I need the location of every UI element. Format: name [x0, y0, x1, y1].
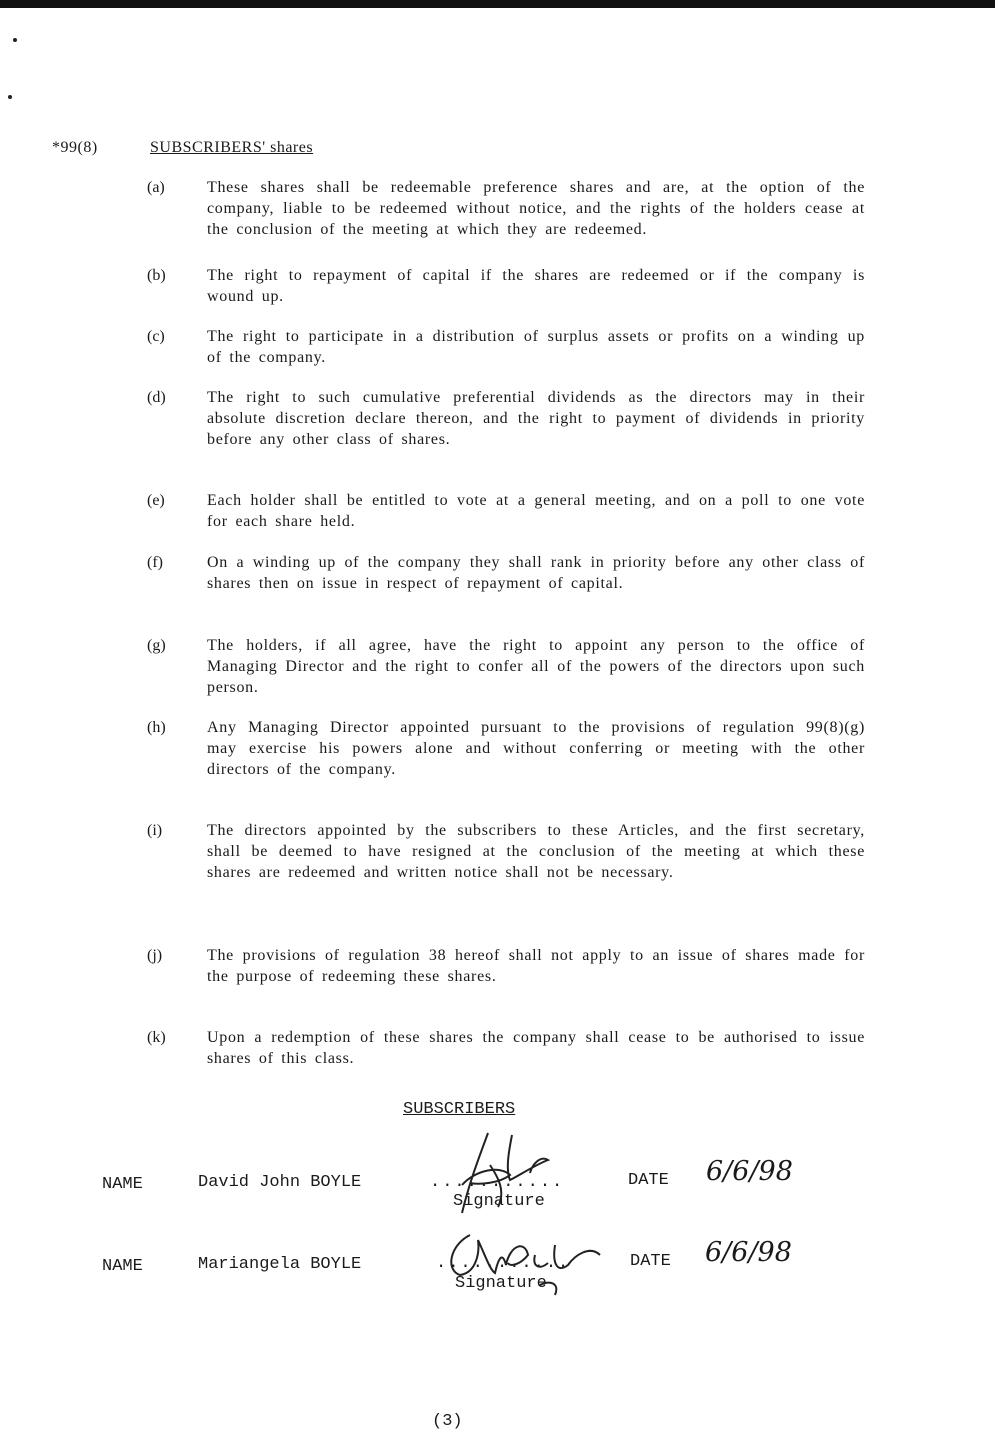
date-label: DATE: [628, 1171, 669, 1190]
clause-letter: (a): [147, 179, 165, 196]
clause-letter: (b): [147, 267, 166, 284]
clause-letter: (j): [147, 947, 163, 964]
handwritten-signature: [440, 1125, 570, 1220]
regulation-title: SUBSCRIBERS' shares: [150, 139, 314, 156]
name-label: NAME: [102, 1257, 143, 1276]
signature-line: ...........: [436, 1254, 571, 1273]
clause-letter: (d): [147, 389, 166, 406]
clause-letter: (e): [147, 492, 165, 509]
regulation-number: *99(8): [52, 139, 98, 156]
signature-caption: Signature: [453, 1192, 545, 1211]
clause-text: The provisions of regulation 38 hereof shall not apply to an issue of shares made for the purpose of redeeming these shares.: [207, 947, 865, 985]
subscriber-name: David John BOYLE: [198, 1173, 362, 1192]
handwritten-date: 6/6/98: [706, 1156, 793, 1187]
clause-text: The right to repayment of capital if the shares are redeemed or if the company is wound up.: [207, 267, 865, 305]
date-label: DATE: [630, 1252, 671, 1271]
clause-text: Each holder shall be entitled to vote at a general meeting, and on a poll to one vote for each share held.: [207, 492, 865, 530]
clause-letter: (g): [147, 637, 166, 654]
signature-caption: Signature: [455, 1274, 547, 1293]
handwritten-signature: [440, 1225, 605, 1305]
clause-text: These shares shall be redeemable preference shares and are, at the option of the company, liable to be redeemed without notice, and the rights of the holders cease at the conclusion of the meeting at which they are redeemed.: [207, 179, 865, 238]
clause-text: The right to participate in a distribution of surplus assets or profits on a winding up of the company.: [207, 328, 865, 366]
handwritten-date: 6/6/98: [705, 1237, 792, 1268]
subscribers-heading: SUBSCRIBERS: [403, 1100, 516, 1119]
clause-letter: (i): [147, 822, 163, 839]
signature-line: ...........: [430, 1173, 565, 1192]
clause-letter: (h): [147, 719, 166, 736]
scan-speck: [8, 95, 12, 99]
clause-text: On a winding up of the company they shall rank in priority before any other class of shares then on issue in respect of repayment of capital.: [207, 554, 865, 592]
clause-text: Any Managing Director appointed pursuant to the provisions of regulation 99(8)(g) may exercise his powers alone and without conferring or meeting with the other directors of the company.: [207, 719, 865, 778]
clause-letter: (c): [147, 328, 165, 345]
clause-text: Upon a redemption of these shares the company shall cease to be authorised to issue shares of this class.: [207, 1029, 865, 1067]
page-number: (3): [432, 1412, 463, 1431]
clause-text: The directors appointed by the subscribers to these Articles, and the first secretary, shall be deemed to have resigned at the conclusion of the meeting at which these shares are redeemed and written notice shall not be necessary.: [207, 822, 865, 881]
clause-letter: (k): [147, 1029, 166, 1046]
subscriber-name: Mariangela BOYLE: [198, 1255, 362, 1274]
clause-text: The holders, if all agree, have the right to appoint any person to the office of Managing Director and the right to confer all of the powers of the directors upon such person.: [207, 637, 865, 696]
clause-text: The right to such cumulative preferential dividends as the directors may in their absolute discretion declare thereon, and the right to payment of dividends in priority before any other class of shares.: [207, 389, 865, 448]
clause-letter: (f): [147, 554, 163, 571]
scan-speck: [13, 38, 17, 42]
name-label: NAME: [102, 1175, 143, 1194]
scan-top-edge: [0, 0, 995, 8]
